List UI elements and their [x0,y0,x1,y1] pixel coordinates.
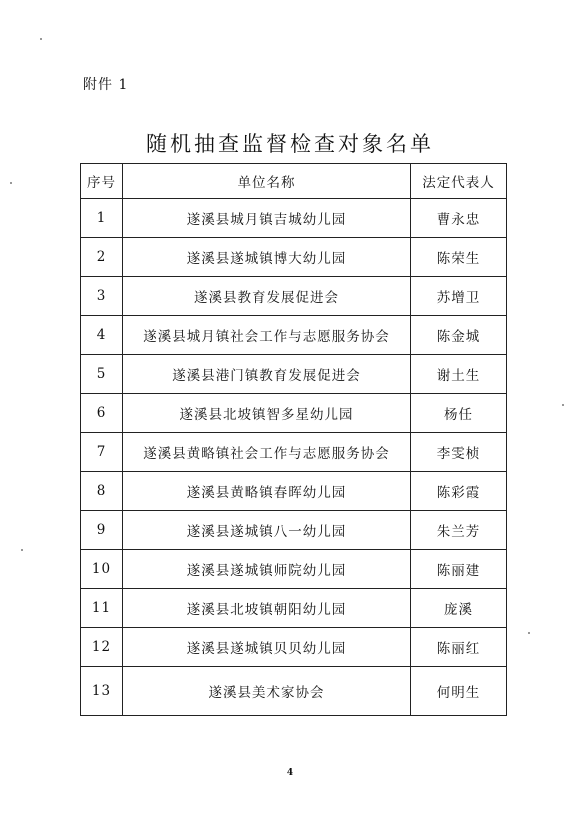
row-unit-name: 遂溪县遂城镇贝贝幼儿园 [123,628,411,667]
row-unit-name: 遂溪县遂城镇师院幼儿园 [123,550,411,589]
row-unit-name: 遂溪县黄略镇社会工作与志愿服务协会 [123,433,411,472]
row-unit-name: 遂溪县教育发展促进会 [123,277,411,316]
table-header-row [81,164,507,199]
row-index: 11 [81,589,123,628]
row-legal-representative: 庞溪 [411,589,507,628]
table-row [81,433,507,472]
row-index: 7 [81,433,123,472]
table-row [81,238,507,277]
row-unit-name: 遂溪县美术家协会 [123,667,411,716]
row-legal-representative: 谢土生 [411,355,507,394]
header-index: 序号 [81,164,123,199]
row-unit-name: 遂溪县城月镇吉城幼儿园 [123,199,411,238]
row-index: 6 [81,394,123,433]
row-index: 3 [81,277,123,316]
attachment-label: 附件 1 [83,77,129,93]
table-row [81,628,507,667]
row-legal-representative: 陈彩霞 [411,472,507,511]
row-index: 4 [81,316,123,355]
row-legal-representative: 曹永忠 [411,199,507,238]
header-unit-name: 单位名称 [123,164,411,199]
row-index: 9 [81,511,123,550]
page-number: 4 [286,768,294,778]
table-row [81,589,507,628]
row-unit-name: 遂溪县黄略镇春晖幼儿园 [123,472,411,511]
row-legal-representative: 陈丽建 [411,550,507,589]
row-unit-name: 遂溪县北坡镇智多星幼儿园 [123,394,411,433]
table-row [81,667,507,716]
row-unit-name: 遂溪县遂城镇八一幼儿园 [123,511,411,550]
row-unit-name: 遂溪县北坡镇朝阳幼儿园 [123,589,411,628]
row-index: 8 [81,472,123,511]
table-row [81,394,507,433]
table-row [81,199,507,238]
table-row [81,277,507,316]
row-legal-representative: 苏增卫 [411,277,507,316]
table-row [81,550,507,589]
scan-speck [562,404,564,406]
scan-speck [40,38,42,40]
inspection-target-table [80,163,507,716]
table-row [81,316,507,355]
row-index: 5 [81,355,123,394]
header-legal-representative: 法定代表人 [411,164,507,199]
scan-speck [528,632,530,634]
document-title: 随机抽查监督检查对象名单 [146,132,434,156]
row-legal-representative: 李雯桢 [411,433,507,472]
row-index: 10 [81,550,123,589]
row-legal-representative: 陈丽红 [411,628,507,667]
table-row [81,355,507,394]
row-legal-representative: 陈荣生 [411,238,507,277]
row-unit-name: 遂溪县城月镇社会工作与志愿服务协会 [123,316,411,355]
row-legal-representative: 陈金城 [411,316,507,355]
row-index: 1 [81,199,123,238]
row-legal-representative: 杨任 [411,394,507,433]
row-index: 13 [81,667,123,716]
scan-speck [10,182,12,184]
row-legal-representative: 朱兰芳 [411,511,507,550]
row-unit-name: 遂溪县遂城镇博大幼儿园 [123,238,411,277]
row-index: 2 [81,238,123,277]
row-unit-name: 遂溪县港门镇教育发展促进会 [123,355,411,394]
row-index: 12 [81,628,123,667]
scan-speck [21,549,23,551]
table-row [81,511,507,550]
row-legal-representative: 何明生 [411,667,507,716]
table-row [81,472,507,511]
